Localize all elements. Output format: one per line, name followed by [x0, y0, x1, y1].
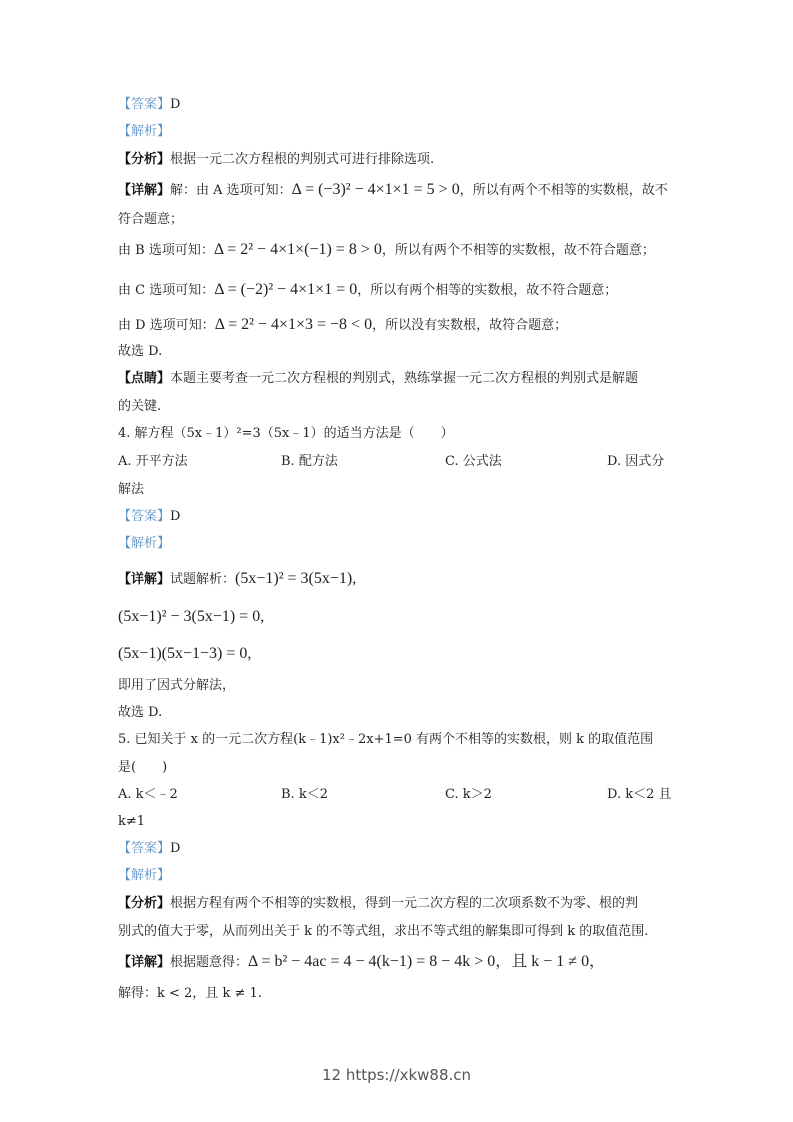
q4-step3 — [118, 645, 251, 664]
detail-a-line: 【详解】解：由 A 选项可知：Δ = (−3)² − 4×1×1 = 5 > 0，所以有两个不相等的实数根，故不 — [118, 181, 668, 198]
option-c: C. 公式法 — [445, 454, 502, 469]
formula: Δ = (−3)² − 4×1×1 = 5 > 0 — [291, 181, 460, 198]
option-d: D. 因式分 — [607, 454, 665, 469]
dianjing-cont: 的关键. — [118, 399, 162, 414]
question-4: 4. 解方程（5x﹣1）²=3（5x﹣1）的适当方法是（ ） — [118, 426, 454, 441]
option-a: A. k＜﹣2 — [118, 787, 178, 802]
detail-c-line: 由 C 选项可知：Δ = (−2)² − 4×1×1 = 0，所以有两个相等的实数根，故不符合题意； — [118, 281, 618, 298]
option-a: A. 开平方法 — [118, 454, 188, 469]
option-b: B. 配方法 — [281, 454, 338, 469]
fenxi-cont: 别式的值大于零，从而列出关于 k 的不等式组，求出不等式组的解集即可得到 k 的取值范围. — [118, 924, 649, 939]
formula: (5x−1)² = 3(5x−1), — [235, 570, 357, 587]
question-5: 5. 已知关于 x 的一元二次方程(k﹣1)x²﹣2x+1=0 有两个不相等的实数根，则 k 的取值范围 — [118, 732, 654, 747]
answer-line: 【答案】D — [118, 841, 181, 856]
detail-d-line: 由 D 选项可知：Δ = 2² − 4×1×3 = −8 < 0，所以没有实数根，故符合题意； — [118, 316, 568, 333]
formula: Δ = b² − 4ac = 4 − 4(k−1) = 8 − 4k > 0，且 k − 1 ≠ 0， — [248, 953, 606, 970]
formula: Δ = 2² − 4×1×3 = −8 < 0 — [214, 316, 373, 333]
option-d: D. k＜2 且 — [607, 787, 672, 802]
conclusion: 故选 D. — [118, 705, 163, 720]
analysis-heading: 【解析】 — [118, 868, 171, 883]
option-d-cont: k≠1 — [118, 814, 146, 829]
q4-options — [118, 453, 678, 471]
conclusion: 故选 D. — [118, 344, 163, 359]
formula: (5x−1)² − 3(5x−1) = 0, — [118, 608, 265, 625]
option-c: C. k＞2 — [445, 787, 492, 802]
q5-detail-line: 【详解】根据题意得：Δ = b² − 4ac = 4 − 4(k−1) = 8 − 4k > 0，且 k − 1 ≠ 0， — [118, 953, 606, 970]
q4-step2 — [118, 608, 264, 627]
analysis-heading: 【解析】 — [118, 536, 171, 551]
q4-detail-line: 【详解】试题解析：(5x−1)² = 3(5x−1), — [118, 570, 357, 587]
answer-value: D — [170, 97, 181, 112]
q5-solve: 解得：k < 2，且 k ≠ 1. — [118, 986, 262, 1001]
page-footer: 12 https://xkw88.cn — [321, 1066, 472, 1084]
option-d-cont: 解法 — [118, 482, 145, 497]
answer-line: 【答案】D — [118, 509, 181, 524]
fenxi-line: 【分析】根据方程有两个不相等的实数根，得到一元二次方程的二次项系数不为零、根的判 — [118, 896, 639, 911]
dianjing-line: 【点睛】本题主要考查一元二次方程根的判别式，熟练掌握一元二次方程根的判别式是解题 — [118, 371, 639, 386]
option-b: B. k＜2 — [281, 787, 328, 802]
formula: Δ = (−2)² − 4×1×1 = 0 — [214, 281, 358, 298]
formula: (5x−1)(5x−1−3) = 0, — [118, 645, 252, 662]
q5-options — [118, 786, 678, 804]
formula: Δ = 2² − 4×1×(−1) = 8 > 0 — [213, 241, 382, 258]
question-5-cont: 是( ) — [118, 760, 168, 775]
detail-b-line: 由 B 选项可知：Δ = 2² − 4×1×(−1) = 8 > 0，所以有两个不相等的实数根，故不符合题意； — [118, 241, 655, 258]
fenxi-line: 【分析】根据一元二次方程根的判别式可进行排除选项. — [118, 152, 435, 167]
answer-line — [118, 96, 180, 114]
q4-step4: 即用了因式分解法， — [118, 678, 236, 693]
analysis-heading: 【解析】 — [118, 124, 171, 139]
answer-tag: 【答案】 — [118, 97, 171, 112]
detail-a-cont: 符合题意； — [118, 212, 184, 227]
